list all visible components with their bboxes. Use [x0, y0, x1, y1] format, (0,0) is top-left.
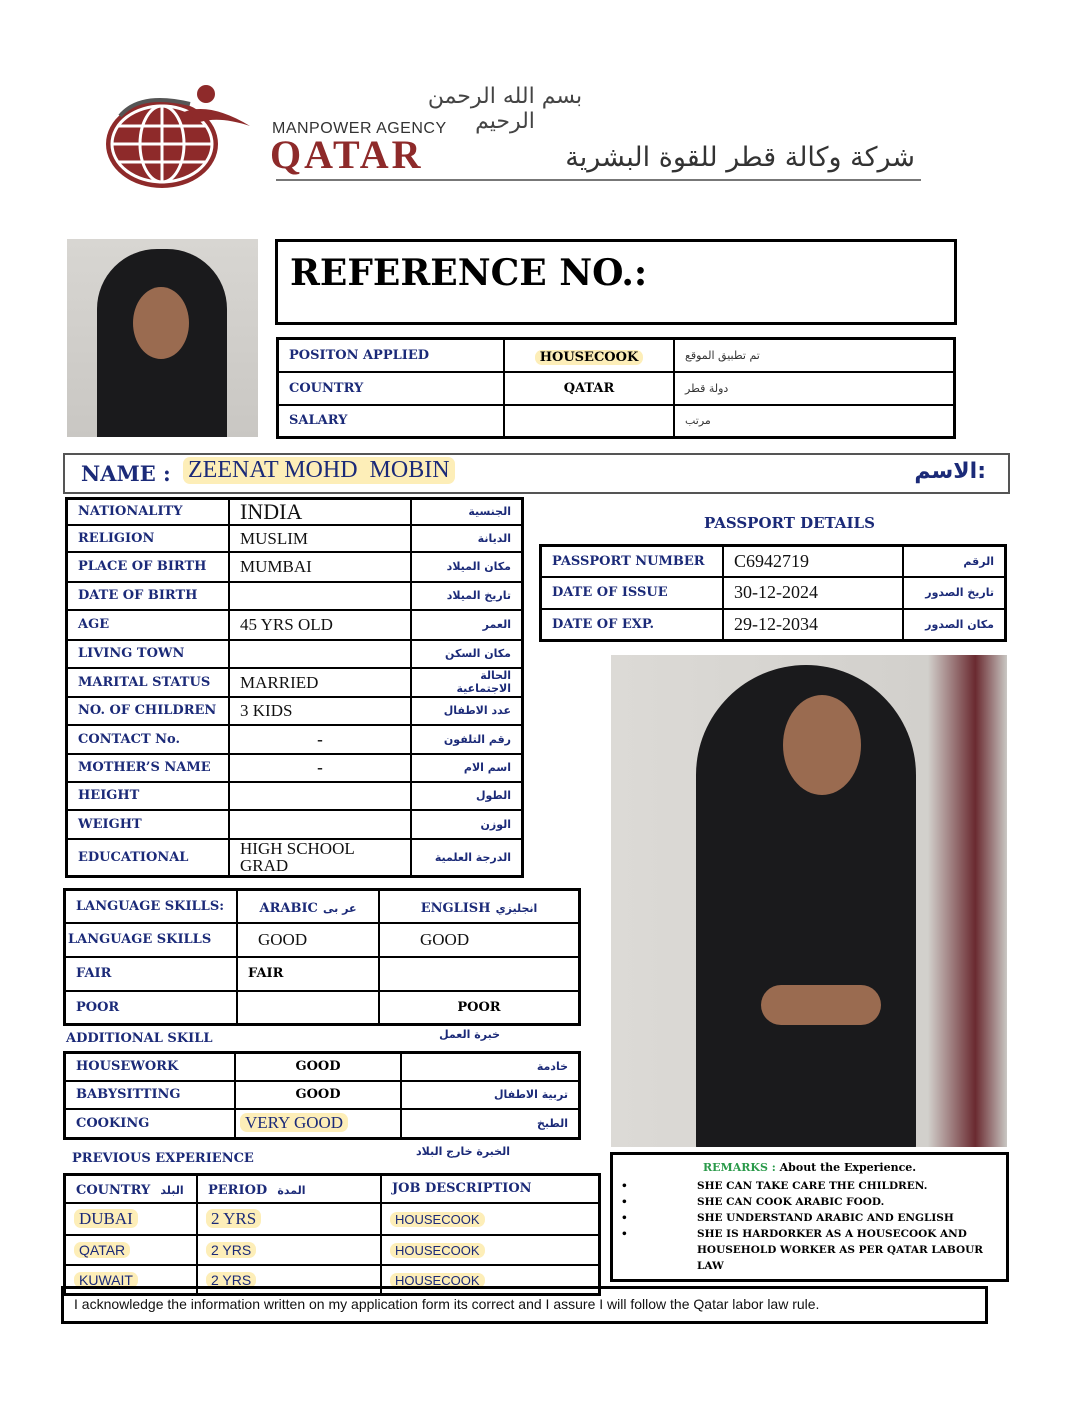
- applicant-full-photo: [611, 655, 1007, 1147]
- personal-value: [229, 782, 411, 810]
- additional-skill-title-ar: خبرة العمل: [439, 1028, 500, 1041]
- housework-value: GOOD: [235, 1053, 401, 1081]
- experience-period: 2 YRS: [206, 1242, 256, 1258]
- acknowledgement-text: I acknowledge the information written on my application form its correct and I assure I will follow the Qatar labor law rule.: [74, 1296, 820, 1312]
- period-header: PERIOD: [208, 1183, 268, 1199]
- table-row: [541, 546, 1006, 577]
- cooking-label: COOKING: [65, 1109, 236, 1139]
- personal-arabic: مكان السكن: [411, 640, 523, 668]
- agency-logo: [100, 82, 260, 192]
- remark-item: [621, 1178, 993, 1194]
- personal-label: RELIGION: [67, 525, 230, 552]
- agency-name-small: MANPOWER AGENCY: [272, 120, 447, 137]
- date-of-exp-label: DATE OF EXP.: [541, 609, 724, 641]
- country-value: QATAR: [504, 372, 674, 405]
- personal-value: MUSLIM: [229, 525, 411, 552]
- table-row: [67, 640, 523, 668]
- remark-item: [621, 1194, 993, 1210]
- table-row: [67, 525, 523, 552]
- additional-skill-table: [63, 1051, 581, 1140]
- experience-title: PREVIOUS EXPERIENCE: [72, 1151, 254, 1166]
- reference-box: [275, 239, 957, 325]
- table-row: [541, 577, 1006, 609]
- table-row: [67, 552, 523, 582]
- reference-title: REFERENCE NO.:: [290, 252, 648, 294]
- remark-item: [621, 1226, 993, 1274]
- table-row: [278, 339, 955, 372]
- job-header: JOB DESCRIPTION: [381, 1175, 600, 1203]
- experience-title-ar: الخبرة خارج البلاد: [415, 1145, 510, 1158]
- table-row: [541, 609, 1006, 641]
- remark-text: SHE UNDERSTAND ARABIC AND ENGLISH: [697, 1212, 954, 1224]
- personal-label: NATIONALITY: [67, 499, 230, 525]
- salary-label: SALARY: [278, 405, 505, 438]
- english-poor: POOR: [379, 991, 580, 1025]
- name-arabic: الاسم:: [914, 459, 986, 484]
- table-row: [65, 1109, 580, 1139]
- arabic-poor: [237, 991, 379, 1025]
- country-label: COUNTRY: [278, 372, 505, 405]
- english-header-ar: انجليزي: [495, 901, 538, 915]
- remark-text: SHE IS HARDORKER AS A HOUSECOOK AND HOUSEHOLD WORKER AS PER QATAR LABOUR LAW: [697, 1228, 983, 1272]
- remark-item: [621, 1210, 993, 1226]
- table-row: [65, 923, 580, 957]
- arabic-header: ARABIC: [259, 900, 318, 916]
- personal-arabic: الدرجة العلمية: [411, 839, 523, 877]
- experience-table: [63, 1173, 601, 1296]
- table-row: [67, 499, 523, 525]
- bullet-icon: •: [621, 1196, 628, 1208]
- table-row: [67, 697, 523, 725]
- name-label: NAME :: [81, 461, 171, 486]
- remarks-subtitle: About the Experience.: [779, 1161, 917, 1174]
- salary-arabic: مرتب: [674, 405, 955, 438]
- position-label: POSITON APPLIED: [278, 339, 505, 372]
- personal-arabic: الوزن: [411, 810, 523, 839]
- country-header-ar: البلد: [160, 1184, 184, 1198]
- personal-label: WEIGHT: [67, 810, 230, 839]
- babysitting-label: BABYSITTING: [65, 1081, 236, 1109]
- date-of-exp-value: 29-12-2034: [723, 609, 903, 641]
- passport-number-label: PASSPORT NUMBER: [541, 546, 724, 577]
- passport-number-value: C6942719: [723, 546, 903, 577]
- table-row: [278, 405, 955, 438]
- personal-arabic: عدد الاطفال: [411, 697, 523, 725]
- date-of-exp-arabic: مكان الصدور: [903, 609, 1006, 641]
- table-row: [65, 1053, 580, 1081]
- table-row: [67, 782, 523, 810]
- date-of-issue-arabic: تاريخ الصدور: [903, 577, 1006, 609]
- bullet-icon: •: [621, 1212, 628, 1224]
- experience-country: KUWAIT: [74, 1272, 138, 1288]
- table-row: [67, 668, 523, 697]
- table-row: [65, 957, 580, 991]
- table-row: [65, 1175, 600, 1203]
- table-row: [67, 582, 523, 610]
- personal-label: DATE OF BIRTH: [67, 582, 230, 610]
- cooking-value: VERY GOOD: [240, 1113, 348, 1132]
- experience-period: 2 YRS: [206, 1272, 256, 1288]
- date-of-issue-label: DATE OF ISSUE: [541, 577, 724, 609]
- language-table: [63, 888, 581, 1026]
- table-row: [67, 754, 523, 782]
- housework-label: HOUSEWORK: [65, 1053, 236, 1081]
- housework-arabic: خادمة: [401, 1053, 580, 1081]
- english-header: ENGLISH: [420, 900, 491, 916]
- personal-label: CONTACT No.: [67, 725, 230, 754]
- arabic-fair: FAIR: [237, 957, 379, 991]
- bullet-icon: •: [621, 1228, 628, 1240]
- personal-arabic: رقم التلفون: [411, 725, 523, 754]
- acknowledgement-box: [61, 1286, 988, 1324]
- personal-value: HIGH SCHOOL GRAD: [229, 839, 411, 877]
- english-level: GOOD: [379, 923, 580, 957]
- language-header-label: LANGUAGE SKILLS:: [65, 890, 238, 923]
- table-row: [278, 372, 955, 405]
- table-row: [65, 1203, 600, 1235]
- table-row: [65, 991, 580, 1025]
- personal-value: INDIA: [229, 499, 411, 525]
- bullet-icon: •: [621, 1180, 628, 1192]
- experience-job: HOUSECOOK: [390, 1243, 485, 1258]
- personal-arabic: العمر: [411, 610, 523, 640]
- applicant-name: ZEENAT MOHD MOBIN: [183, 457, 455, 484]
- remarks-list: [621, 1178, 993, 1274]
- experience-country: QATAR: [74, 1242, 130, 1258]
- personal-label: MOTHER’S NAME: [67, 754, 230, 782]
- remarks-box: [610, 1152, 1009, 1282]
- country-arabic: دولة قطر: [674, 372, 955, 405]
- position-value: HOUSECOOK: [535, 350, 644, 365]
- personal-value: [229, 640, 411, 668]
- fair-label: FAIR: [65, 957, 238, 991]
- personal-value: 45 YRS OLD: [229, 610, 411, 640]
- additional-skill-title: ADDITIONAL SKILL: [66, 1031, 213, 1046]
- experience-period: 2 YRS: [206, 1209, 261, 1228]
- agency-name-qatar: QATAR: [270, 132, 424, 177]
- name-bar: [63, 453, 1010, 494]
- country-header: COUNTRY: [76, 1183, 151, 1199]
- personal-value: -: [229, 725, 411, 754]
- personal-label: HEIGHT: [67, 782, 230, 810]
- table-row: [67, 810, 523, 839]
- experience-job: HOUSECOOK: [390, 1212, 485, 1227]
- personal-label: LIVING TOWN: [67, 640, 230, 668]
- position-arabic: تم تطبيق الموقع: [674, 339, 955, 372]
- english-fair: [379, 957, 580, 991]
- personal-value: -: [229, 754, 411, 782]
- period-header-ar: المدة: [277, 1184, 306, 1198]
- arabic-header-ar: عر بى: [323, 901, 357, 915]
- table-row: [65, 1235, 600, 1265]
- personal-arabic: الديانة: [411, 525, 523, 552]
- table-row: [67, 725, 523, 754]
- position-table: [276, 337, 956, 439]
- language-row-label: LANGUAGE SKILLS: [65, 923, 238, 957]
- personal-value: [229, 582, 411, 610]
- passport-number-arabic: الرقم: [903, 546, 1006, 577]
- babysitting-value: GOOD: [235, 1081, 401, 1109]
- remark-text: SHE CAN COOK ARABIC FOOD.: [697, 1196, 885, 1208]
- personal-arabic: اسم الام: [411, 754, 523, 782]
- applicant-headshot: [67, 239, 258, 437]
- personal-label: PLACE OF BIRTH: [67, 552, 230, 582]
- bismillah: بسم الله الرحمن الرحيم: [427, 84, 583, 134]
- date-of-issue-value: 30-12-2024: [723, 577, 903, 609]
- poor-label: POOR: [65, 991, 238, 1025]
- arabic-level: GOOD: [237, 923, 379, 957]
- personal-value: [229, 810, 411, 839]
- globe-logo-icon: [100, 82, 260, 192]
- personal-arabic: الحالة الاجتماعية: [411, 668, 523, 697]
- table-row: [67, 610, 523, 640]
- table-row: [65, 1081, 580, 1109]
- experience-country: DUBAI: [74, 1209, 138, 1228]
- personal-table: [65, 497, 524, 878]
- agency-name-arabic: شركة وكالة قطر للقوة البشرية: [565, 142, 915, 173]
- personal-label: EDUCATIONAL: [67, 839, 230, 877]
- personal-arabic: الجنسية: [411, 499, 523, 525]
- table-row: [67, 839, 523, 877]
- personal-label: AGE: [67, 610, 230, 640]
- personal-label: NO. OF CHILDREN: [67, 697, 230, 725]
- table-row: [65, 890, 580, 923]
- personal-arabic: تاريخ الميلاد: [411, 582, 523, 610]
- experience-job: HOUSECOOK: [390, 1273, 485, 1288]
- remarks-title: REMARKS :: [703, 1161, 776, 1174]
- babysitting-arabic: تربية الاطفال: [401, 1081, 580, 1109]
- cooking-arabic: الطبخ: [401, 1109, 580, 1139]
- passport-title: PASSPORT DETAILS: [704, 514, 875, 532]
- personal-value: MUMBAI: [229, 552, 411, 582]
- personal-arabic: الطول: [411, 782, 523, 810]
- personal-value: 3 KIDS: [229, 697, 411, 725]
- remark-text: SHE CAN TAKE CARE THE CHILDREN.: [697, 1180, 928, 1192]
- salary-value: [504, 405, 674, 438]
- personal-label: MARITAL STATUS: [67, 668, 230, 697]
- header-divider: [276, 179, 921, 181]
- passport-table: [539, 544, 1007, 642]
- personal-value: MARRIED: [229, 668, 411, 697]
- personal-arabic: مكان الميلاد: [411, 552, 523, 582]
